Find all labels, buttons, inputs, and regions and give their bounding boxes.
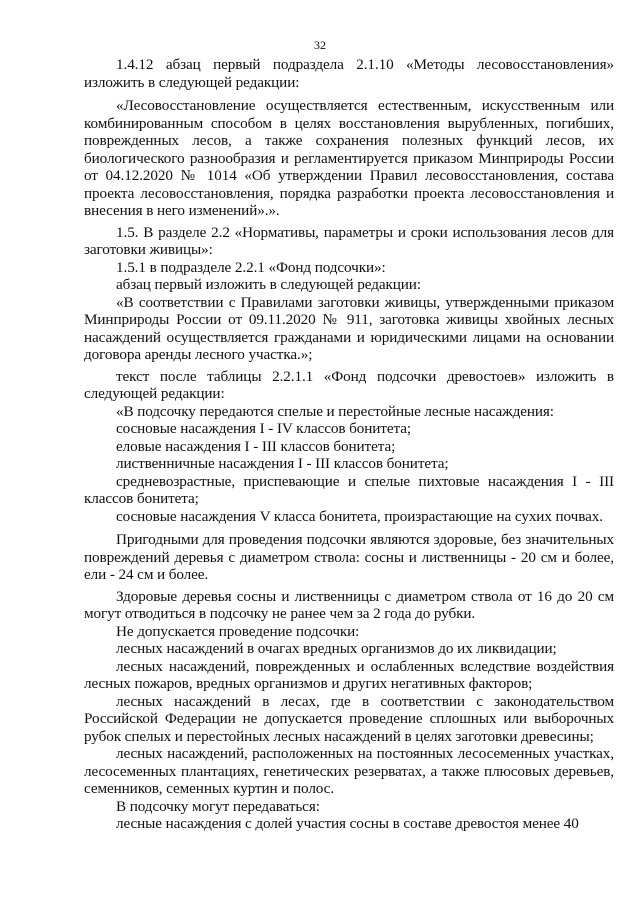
paragraph-1-5: 1.5. В разделе 2.2 «Нормативы, параметры и сроки использования лесов для заготовки живицы»: <box>84 223 614 258</box>
paragraph-first-abzac: абзац первый изложить в следующей редакции: <box>116 276 421 293</box>
paragraph-text-after-table: текст после таблицы 2.2.1.1 «Фонд подсочки древостоев» изложить в следующей редакции: <box>84 367 614 402</box>
paragraph-may-transfer: В подсочку могут передаваться: <box>116 797 320 815</box>
paragraph-reforestation-quote: «Лесовосстановление осуществляется естественным, искусственным или комбинированным способом в целях восстановления вырубленных, погибших, поврежденных лесов, а также сохранения полезных функций лесов, их биологического разнообразия и регламентируется приказом Минприроды России от 04.12.2020 № 1014 «Об утверждении Правил лесовосстановления, состава проекта лесовосстановления, порядка разработки проекта лесовосстановления и внесения в него изменений».». <box>84 97 614 219</box>
page-number: 32 <box>314 38 326 52</box>
paragraph-tapping-intro: «В подсочку передаются спелые и перестойные лесные насаждения: <box>116 402 554 420</box>
list-item-seed-stands: лесных насаждений, расположенных на постоянных лесосеменных участках, лесосеменных плантациях, генетических резерватах, а также плюсовых деревьев, семенников, семенных куртин и полос. <box>84 745 614 797</box>
list-item-larch: лиственничные насаждения I - III классов бонитета; <box>116 455 449 472</box>
paragraph-suitable-trees: Пригодными для проведения подсочки являются здоровые, без значительных повреждений деревья с диаметром ствола: сосны и лиственницы - 20 см и более, ели - 24 см и более. <box>84 531 614 583</box>
list-item-pine-share: лесные насаждения с долей участия сосны в составе древостоя менее 40 <box>116 815 579 832</box>
document-body <box>84 56 614 833</box>
paragraph-healthy-trees: Здоровые деревья сосны и лиственницы с диаметром ствола от 16 до 20 см могут отводиться в подсочку не ранее чем за 2 года до рубки. <box>84 587 614 622</box>
paragraph-1-4-12: 1.4.12 абзац первый подраздела 2.1.10 «Методы лесовосстановления» изложить в следующей редакции: <box>84 56 614 91</box>
list-item-pine-v-class: сосновые насаждения V класса бонитета, произрастающие на сухих почвах. <box>116 507 603 525</box>
paragraph-1-5-1: 1.5.1 в подразделе 2.2.1 «Фонд подсочки»: <box>116 258 386 276</box>
list-item-damaged-stands: лесных насаждений, поврежденных и ослабленных вследствие воздействия лесных пожаров, вредных организмов и других негативных факторов; <box>84 657 614 692</box>
list-item-spruce: еловые насаждения I - III классов бонитета; <box>116 437 396 455</box>
paragraph-not-allowed: Не допускается проведение подсочки: <box>116 622 360 640</box>
list-item-protected-forests: лесных насаждений в лесах, где в соответствии с законодательством Российской Федерации не допускается проведение сплошных или выборочных рубок спелых и перестойных лесных насаждений в целях заготовки древесины; <box>84 692 614 745</box>
list-item-fir: средневозрастные, приспевающие и спелые пихтовые насаждения I - III классов бонитета; <box>84 472 614 507</box>
list-item-pine: сосновые насаждения I - IV классов бонитета; <box>116 420 411 437</box>
list-item-pest-foci: лесных насаждений в очагах вредных организмов до их ликвидации; <box>116 640 557 657</box>
paragraph-resin-rules-quote: «В соответствии с Правилами заготовки живицы, утвержденными приказом Минприроды России от 09.11.2020 № 911, заготовка живицы хвойных лесных насаждений осуществляется гражданами и юридическими лицами на основании договора аренды лесного участка.»; <box>84 293 614 363</box>
